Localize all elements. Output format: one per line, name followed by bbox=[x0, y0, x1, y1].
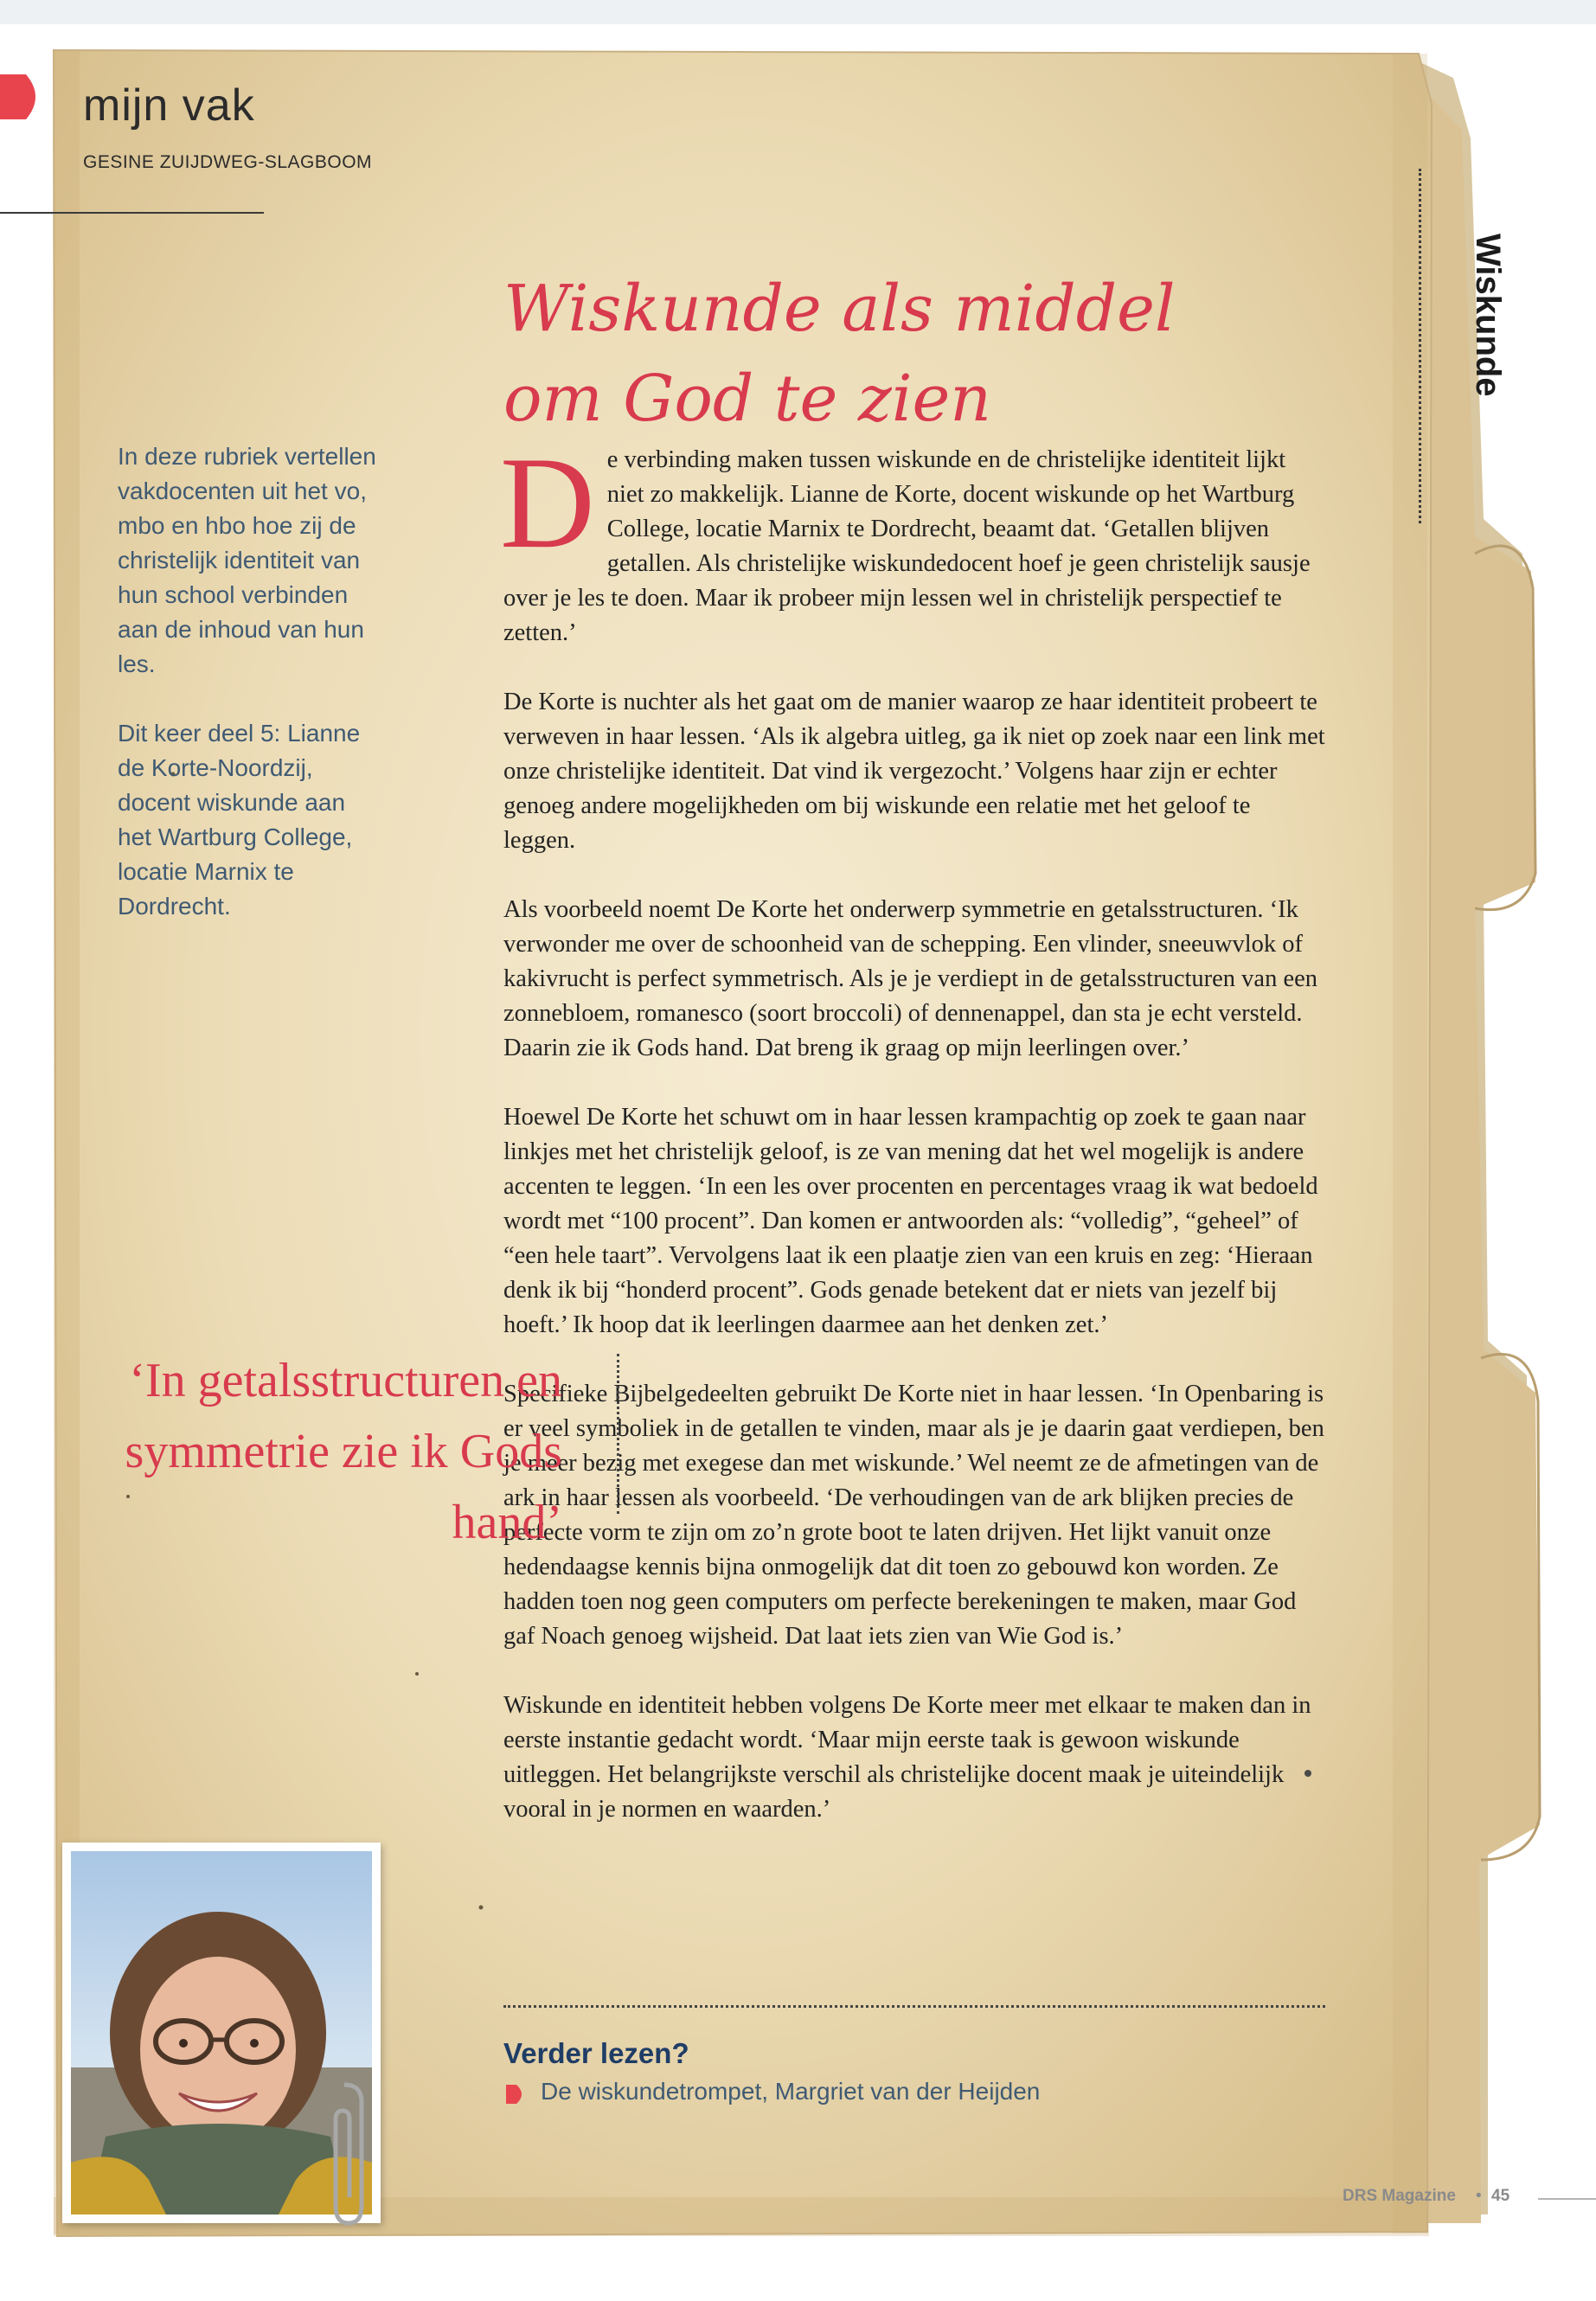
article-title bbox=[503, 264, 1282, 444]
body-paragraph-6: Wiskunde en identiteit hebben volgens De Korte meer met elkaar te maken dan in eerste instantie gedacht wordt. ‘Maar mijn eerste taak is gewoon wiskunde uitleggen. Het belangrijkste verschil als christelijke docent maak je uiteindelijk vooral in je normen en waarden.’ bbox=[503, 1692, 1311, 1823]
body-paragraph-4-text: Hoewel De Korte het schuwt om in haar lessen krampachtig op zoek te gaan naar linkjes met het christelijk geloof, is ze van mening dat het wel mogelijk is andere accenten te leggen. ‘In een les over procenten en percentages vraag ik wat bedoeld wordt met “100 procent”. Dan komen er antwoorden als: “volledig”, “geheel” of “een hele taart”. Vervolgens laat ik een plaatje zien van een kruis en zeg: ‘Hieraan denk ik bij “honderd procent”. Gods genade betekent dat er niets van jezelf bij hoeft.’ Ik hoop dat ik leerlingen daarmee aan het denken zet.’ bbox=[503, 1104, 1318, 1338]
body-paragraph-2: De Korte is nuchter als het gaat om de manier waarop ze haar identiteit probeert te verweven in haar lessen. ‘Als ik algebra uitleg, ga ik niet op zoek naar een link met onze christelijke identiteit. Dat vind ik vergezocht.’ Volgens haar zijn er echter genoeg andere mogelijkheden om bij wiskunde een relatie met het geloof te leggen. bbox=[503, 689, 1325, 854]
body-paragraph-1-text: e verbinding maken tussen wiskunde en de christelijke identiteit lijkt niet zo makkelijk. Lianne de Korte, docent wiskunde op het Wartburg College, locatie Marnix te Dordrecht, beaamt dat. ‘Getallen blijven getallen. Als christelijke wiskundedocent hoef je geen christelijk sausje over je les te doen. Maar ik probeer mijn lessen wel in christelijk perspectief te zetten.’ bbox=[503, 446, 1311, 646]
intro-text bbox=[118, 439, 377, 924]
bullet-marker-icon bbox=[506, 2085, 525, 2104]
footer-magazine-name: DRS Magazine bbox=[1343, 2187, 1456, 2205]
body-paragraph-1 bbox=[500, 430, 1325, 651]
body-paragraph-4 bbox=[503, 1100, 1325, 1343]
article-title-line-1: Wiskunde als middel bbox=[503, 272, 1176, 346]
end-dotted-rule bbox=[503, 2005, 1325, 2008]
body-paragraph-3: Als voorbeeld noemt De Korte het onderwerp symmetrie en getalsstructuren. ‘Ik verwonder me over de schoonheid van de schepping. Een vlinder, sneeuwvlok of kakivrucht is perfect symmetrisch. Als je je verdiept in de getalsstructuren van een zonnebloem, romanesco (soort broccoli) of dennenappel, dan sta je echt versteld. Daarin zie ik Gods hand. Dat breng ik graag op mijn leerlingen over.’ bbox=[503, 896, 1317, 1061]
drop-cap: D bbox=[500, 430, 595, 575]
author-name: GESINE ZUIJDWEG-SLAGBOOM bbox=[83, 152, 373, 172]
paperclip-icon bbox=[318, 2076, 379, 2232]
body-paragraph-5: Specifieke Bijbelgedeelten gebruikt De Korte niet in haar lessen. ‘In Openbaring is er veel symboliek in de getallen te vinden, maar als je je daarin gaat verdiepen, ben je meer bezig met exegese dan met wiskunde.’ Wel neemt ze de afmetingen van de ark in haar lessen als voorbeeld. ‘De verhoudingen van de ark blijken precies de perfecte vorm te zijn om zo’n grote boot te laten drijven. Het lijkt vanuit onze hedendaagse kennis bijna onmogelijk dat dit toen zo gebouwd kon worden. Ze hadden toen nog geen computers om perfecte berekeningen te maken, maar God gaf Noach genoeg wijsheid. Dat laat iets zien van Wie God is.’ bbox=[503, 1381, 1324, 1650]
intro-paragraph-part-5: Dit keer deel 5: Lianne de Korte-Noordzij, docent wiskunde aan het Wartburg College, locatie Marnix te Dordrecht. bbox=[118, 720, 361, 920]
page-number: 45 bbox=[1491, 2187, 1510, 2205]
article-title-line-2: om God te zien bbox=[503, 362, 991, 436]
footer-rule bbox=[1538, 2198, 1596, 2200]
side-tab-label: Wiskunde bbox=[1469, 234, 1507, 397]
header-rule bbox=[0, 212, 264, 214]
further-reading-title: Verder lezen? bbox=[503, 2037, 689, 2069]
pull-quote: ‘In getalsstructuren en symmetrie zie ik Gods hand’ bbox=[125, 1354, 562, 1549]
footer-separator: • bbox=[1476, 2187, 1482, 2205]
pull-quote-dotted-line bbox=[617, 1354, 619, 1514]
section-title: mijn vak bbox=[83, 80, 255, 131]
side-dotted-line bbox=[1419, 169, 1421, 523]
article-body bbox=[500, 430, 1325, 1827]
section-marker-icon bbox=[0, 74, 45, 119]
intro-paragraph: In deze rubriek vertellen vakdocenten uit het vo, mbo en hbo hoe zij de christelijk identiteit van hun school verbinden aan de inhoud van hun les. bbox=[118, 443, 376, 677]
further-reading-item: De wiskundetrompet, Margriet van der Heijden bbox=[541, 2078, 1041, 2105]
